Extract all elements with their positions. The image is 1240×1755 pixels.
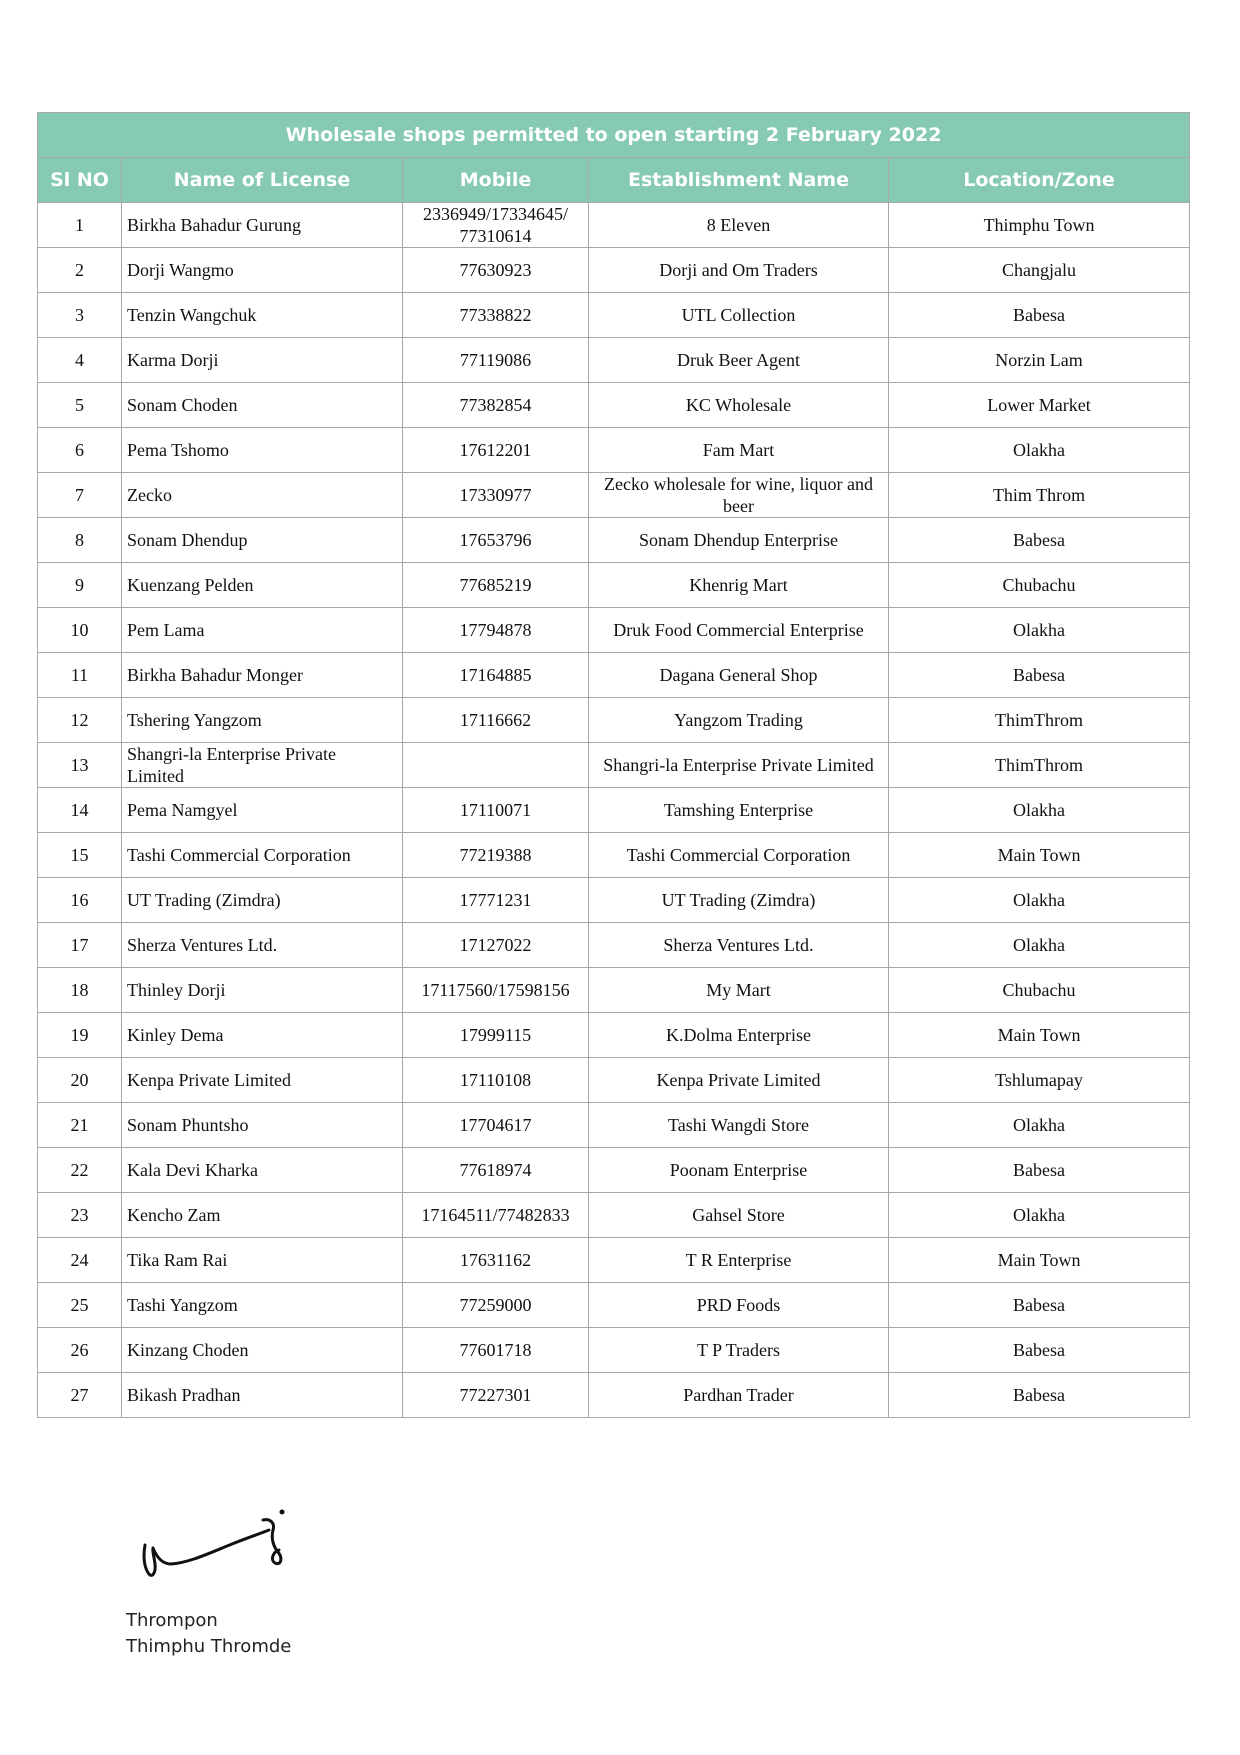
cell-name-of-license: Kala Devi Kharka [122, 1148, 403, 1193]
cell-sl-no: 21 [38, 1103, 122, 1148]
cell-mobile: 17794878 [403, 608, 589, 653]
cell-name-of-license: Kinzang Choden [122, 1328, 403, 1373]
cell-location-zone: ThimThrom [889, 698, 1190, 743]
cell-mobile: 17110071 [403, 788, 589, 833]
cell-name-of-license: Sherza Ventures Ltd. [122, 923, 403, 968]
cell-name-of-license: Shangri-la Enterprise Private Limited [122, 743, 403, 788]
cell-mobile: 17330977 [403, 473, 589, 518]
cell-mobile: 17999115 [403, 1013, 589, 1058]
cell-name-of-license: Kenpa Private Limited [122, 1058, 403, 1103]
cell-mobile: 17127022 [403, 923, 589, 968]
cell-name-of-license: Tenzin Wangchuk [122, 293, 403, 338]
cell-location-zone: Babesa [889, 518, 1190, 563]
cell-sl-no: 2 [38, 248, 122, 293]
cell-sl-no: 20 [38, 1058, 122, 1103]
cell-mobile: 77382854 [403, 383, 589, 428]
cell-sl-no: 19 [38, 1013, 122, 1058]
cell-establishment-name: Pardhan Trader [589, 1373, 889, 1418]
cell-mobile: 77227301 [403, 1373, 589, 1418]
cell-location-zone: Main Town [889, 1238, 1190, 1283]
table-row [38, 833, 1190, 878]
table-row [38, 1013, 1190, 1058]
table-row [38, 293, 1190, 338]
shops-table [37, 112, 1190, 1418]
cell-establishment-name: Tashi Wangdi Store [589, 1103, 889, 1148]
signatory-organization: Thimphu Thromde [126, 1636, 292, 1657]
table-row [38, 923, 1190, 968]
cell-location-zone: Tshlumapay [889, 1058, 1190, 1103]
cell-establishment-name: Sherza Ventures Ltd. [589, 923, 889, 968]
signatory-title: Thrompon [126, 1610, 218, 1631]
cell-establishment-name: Dorji and Om Traders [589, 248, 889, 293]
cell-name-of-license: Tashi Commercial Corporation [122, 833, 403, 878]
cell-sl-no: 4 [38, 338, 122, 383]
cell-establishment-name: My Mart [589, 968, 889, 1013]
cell-sl-no: 1 [38, 203, 122, 248]
cell-establishment-name: Poonam Enterprise [589, 1148, 889, 1193]
table-title-row [38, 113, 1190, 158]
table-title: Wholesale shops permitted to open starting 2 February 2022 [38, 113, 1190, 158]
cell-sl-no: 12 [38, 698, 122, 743]
cell-establishment-name: UTL Collection [589, 293, 889, 338]
cell-location-zone: Olakha [889, 1193, 1190, 1238]
cell-name-of-license: Thinley Dorji [122, 968, 403, 1013]
cell-location-zone: Olakha [889, 878, 1190, 923]
signatory-block [126, 1608, 291, 1660]
cell-sl-no: 16 [38, 878, 122, 923]
cell-location-zone: Olakha [889, 923, 1190, 968]
cell-establishment-name: Yangzom Trading [589, 698, 889, 743]
cell-sl-no: 8 [38, 518, 122, 563]
cell-sl-no: 9 [38, 563, 122, 608]
cell-name-of-license: Tshering Yangzom [122, 698, 403, 743]
cell-sl-no: 10 [38, 608, 122, 653]
table-row [38, 1148, 1190, 1193]
cell-name-of-license: Sonam Dhendup [122, 518, 403, 563]
cell-establishment-name: Druk Food Commercial Enterprise [589, 608, 889, 653]
cell-name-of-license: Tika Ram Rai [122, 1238, 403, 1283]
cell-name-of-license: Tashi Yangzom [122, 1283, 403, 1328]
cell-sl-no: 14 [38, 788, 122, 833]
cell-mobile: 17612201 [403, 428, 589, 473]
cell-mobile: 77119086 [403, 338, 589, 383]
table-row [38, 743, 1190, 788]
cell-sl-no: 3 [38, 293, 122, 338]
signature-image [137, 1490, 317, 1585]
cell-mobile: 17164885 [403, 653, 589, 698]
cell-establishment-name: T P Traders [589, 1328, 889, 1373]
cell-location-zone: Changjalu [889, 248, 1190, 293]
cell-establishment-name: Druk Beer Agent [589, 338, 889, 383]
cell-location-zone: Babesa [889, 1148, 1190, 1193]
cell-name-of-license: Pema Tshomo [122, 428, 403, 473]
cell-mobile: 17704617 [403, 1103, 589, 1148]
table-row [38, 428, 1190, 473]
cell-mobile: 17631162 [403, 1238, 589, 1283]
cell-name-of-license: Kencho Zam [122, 1193, 403, 1238]
table-row [38, 1328, 1190, 1373]
cell-sl-no: 5 [38, 383, 122, 428]
cell-name-of-license: Kinley Dema [122, 1013, 403, 1058]
table-row [38, 608, 1190, 653]
cell-establishment-name: 8 Eleven [589, 203, 889, 248]
cell-mobile: 77219388 [403, 833, 589, 878]
cell-establishment-name: Sonam Dhendup Enterprise [589, 518, 889, 563]
cell-location-zone: Olakha [889, 788, 1190, 833]
cell-establishment-name: K.Dolma Enterprise [589, 1013, 889, 1058]
table-row [38, 203, 1190, 248]
table-row [38, 338, 1190, 383]
cell-establishment-name: Zecko wholesale for wine, liquor and beer [589, 473, 889, 518]
table-body [38, 203, 1190, 1418]
table-row [38, 653, 1190, 698]
table-row [38, 1283, 1190, 1328]
cell-establishment-name: UT Trading (Zimdra) [589, 878, 889, 923]
cell-name-of-license: Sonam Phuntsho [122, 1103, 403, 1148]
cell-name-of-license: Pem Lama [122, 608, 403, 653]
cell-establishment-name: Kenpa Private Limited [589, 1058, 889, 1103]
header-sl-no: Sl NO [38, 158, 122, 203]
table-row [38, 473, 1190, 518]
cell-location-zone: Thim Throm [889, 473, 1190, 518]
cell-establishment-name: T R Enterprise [589, 1238, 889, 1283]
cell-location-zone: Main Town [889, 833, 1190, 878]
cell-location-zone: Babesa [889, 1373, 1190, 1418]
cell-location-zone: Olakha [889, 608, 1190, 653]
cell-mobile: 17653796 [403, 518, 589, 563]
cell-location-zone: Chubachu [889, 563, 1190, 608]
table-row [38, 563, 1190, 608]
header-mobile: Mobile [403, 158, 589, 203]
cell-sl-no: 22 [38, 1148, 122, 1193]
table-row [38, 383, 1190, 428]
cell-mobile: 77618974 [403, 1148, 589, 1193]
cell-location-zone: Thimphu Town [889, 203, 1190, 248]
cell-mobile: 77338822 [403, 293, 589, 338]
table-row [38, 248, 1190, 293]
table-row [38, 878, 1190, 923]
cell-location-zone: Olakha [889, 1103, 1190, 1148]
cell-establishment-name: Tamshing Enterprise [589, 788, 889, 833]
cell-establishment-name: KC Wholesale [589, 383, 889, 428]
cell-name-of-license: Zecko [122, 473, 403, 518]
cell-location-zone: Main Town [889, 1013, 1190, 1058]
cell-sl-no: 15 [38, 833, 122, 878]
cell-name-of-license: Karma Dorji [122, 338, 403, 383]
header-name-of-license: Name of License [122, 158, 403, 203]
cell-name-of-license: Bikash Pradhan [122, 1373, 403, 1418]
cell-establishment-name: Gahsel Store [589, 1193, 889, 1238]
table-row [38, 1103, 1190, 1148]
cell-sl-no: 25 [38, 1283, 122, 1328]
cell-name-of-license: Birkha Bahadur Gurung [122, 203, 403, 248]
table-row [38, 968, 1190, 1013]
cell-name-of-license: Kuenzang Pelden [122, 563, 403, 608]
cell-sl-no: 17 [38, 923, 122, 968]
table-header-row [38, 158, 1190, 203]
cell-sl-no: 13 [38, 743, 122, 788]
cell-sl-no: 11 [38, 653, 122, 698]
cell-sl-no: 26 [38, 1328, 122, 1373]
cell-mobile: 2336949/17334645/ 77310614 [403, 203, 589, 248]
cell-establishment-name: Khenrig Mart [589, 563, 889, 608]
cell-location-zone: Chubachu [889, 968, 1190, 1013]
cell-name-of-license: Pema Namgyel [122, 788, 403, 833]
cell-location-zone: Babesa [889, 1283, 1190, 1328]
cell-name-of-license: Sonam Choden [122, 383, 403, 428]
cell-location-zone: Norzin Lam [889, 338, 1190, 383]
cell-establishment-name: Tashi Commercial Corporation [589, 833, 889, 878]
cell-mobile: 77601718 [403, 1328, 589, 1373]
table-row [38, 788, 1190, 833]
table-row [38, 1193, 1190, 1238]
cell-mobile: 17164511/77482833 [403, 1193, 589, 1238]
table-row [38, 1058, 1190, 1103]
header-establishment-name: Establishment Name [589, 158, 889, 203]
cell-establishment-name: Fam Mart [589, 428, 889, 473]
cell-location-zone: Babesa [889, 1328, 1190, 1373]
cell-mobile: 17110108 [403, 1058, 589, 1103]
cell-mobile: 77259000 [403, 1283, 589, 1328]
table-row [38, 1238, 1190, 1283]
cell-establishment-name: Shangri-la Enterprise Private Limited [589, 743, 889, 788]
cell-location-zone: Lower Market [889, 383, 1190, 428]
table-row [38, 518, 1190, 563]
cell-mobile: 17116662 [403, 698, 589, 743]
header-location-zone: Location/Zone [889, 158, 1190, 203]
shops-table-container [37, 112, 1189, 1418]
cell-sl-no: 6 [38, 428, 122, 473]
cell-sl-no: 18 [38, 968, 122, 1013]
cell-establishment-name: PRD Foods [589, 1283, 889, 1328]
cell-location-zone: Babesa [889, 653, 1190, 698]
cell-sl-no: 24 [38, 1238, 122, 1283]
cell-mobile [403, 743, 589, 788]
table-row [38, 1373, 1190, 1418]
cell-sl-no: 7 [38, 473, 122, 518]
cell-name-of-license: UT Trading (Zimdra) [122, 878, 403, 923]
cell-location-zone: ThimThrom [889, 743, 1190, 788]
cell-name-of-license: Dorji Wangmo [122, 248, 403, 293]
cell-location-zone: Olakha [889, 428, 1190, 473]
cell-name-of-license: Birkha Bahadur Monger [122, 653, 403, 698]
cell-sl-no: 27 [38, 1373, 122, 1418]
cell-sl-no: 23 [38, 1193, 122, 1238]
cell-mobile: 77685219 [403, 563, 589, 608]
cell-mobile: 17117560/17598156 [403, 968, 589, 1013]
cell-location-zone: Babesa [889, 293, 1190, 338]
table-row [38, 698, 1190, 743]
cell-establishment-name: Dagana General Shop [589, 653, 889, 698]
cell-mobile: 17771231 [403, 878, 589, 923]
cell-mobile: 77630923 [403, 248, 589, 293]
